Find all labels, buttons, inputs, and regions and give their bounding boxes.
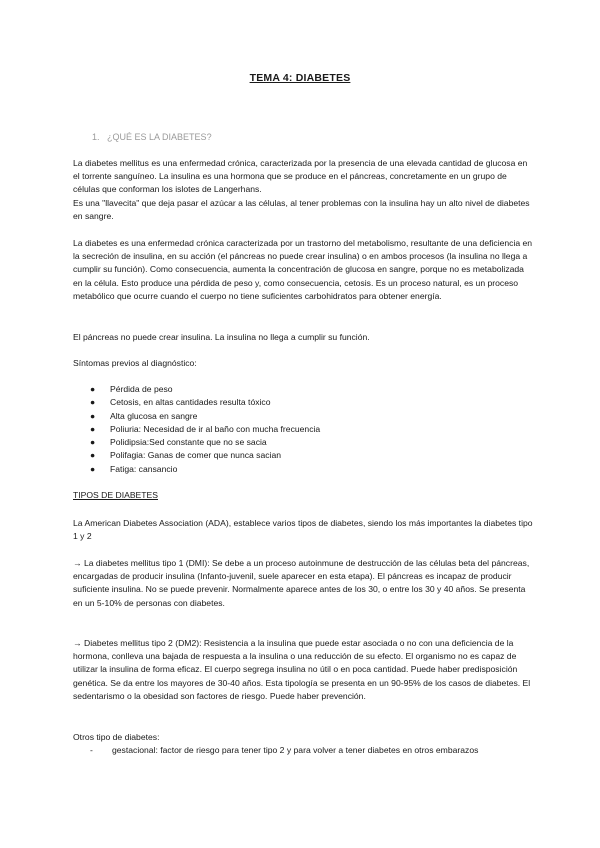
bullet-icon: ● [90,463,96,474]
section-label: ¿QUÉ ES LA DIABETES? [107,132,212,142]
paragraph-text: Es una "llavecita" que deja pasar el azúcar a las células, al tener problemas con la insulina hay un alto nivel de diabetes en sangre. [73,197,530,221]
paragraph-text: Síntomas previos al diagnóstico: [73,358,197,368]
bullet-icon: ● [90,410,96,421]
paragraph-symptoms-intro [73,357,533,370]
paragraph-metabolism [73,237,533,303]
paragraph-text: La diabetes es una enfermedad crónica caracterizada por un trastorno del metabolismo, resultante de una deficiencia en la secreción de insulina, en su acción (el páncreas no puede crear insulina) o en ambos procesos (la insulina no llega a cumplir su función). Como consecuencia, aumenta la concentración de glucosa en sangre, porque no es metabolizada en la célula. Esto produce una pérdida de peso y, como consecuencia, cetosis. Es un proceso natural, es un proceso metabólico que ocurre cuando el cuerpo no tiene suficientes carbohidratos para obtener energía. [73,238,533,301]
paragraph-other-types [73,731,533,744]
paragraph-text: El páncreas no puede crear insulina. La insulina no llega a cumplir su función. [73,332,370,342]
list-item [88,410,528,423]
page-title: TEMA 4: DIABETES [249,72,351,84]
list-item-text: gestacional: factor de riesgo para tener tipo 2 y para volver a tener diabetes en otros embarazos [112,745,479,755]
bullet-icon: ● [90,450,96,461]
list-item [88,383,528,396]
section-heading [92,132,212,142]
paragraph-pancreas [73,331,533,344]
paragraph-text: → La diabetes mellitus tipo 1 (DMI): Se debe a un proceso autoinmune de destrucción de las células beta del páncreas, encargadas de producir insulina (Infanto-juvenil, suele aparecer en esta etapa). El páncreas es incapaz de producir suficiente insulina. No se puede prevenir. Normalmente aparece antes de los 30, o entre los 30 y 40 años. Se presenta en un 5-10% de personas con diabetes. [73,558,530,608]
list-item [88,423,528,436]
paragraph-text: → Diabetes mellitus tipo 2 (DM2): Resistencia a la insulina que puede estar asociada o no con una deficiencia de la hormona, conlleva una bajada de respuesta a la insulina o una reducción de su efecto. El organismo no es capaz de utilizar la insulina de forma eficaz. El cuerpo segrega insulina no útil o en poca cantidad. Puede haber predisposición genética. Se da entre los mayores de 30-40 años. Esta tipología se presenta en un 90-95% de los casos de diabetes. El sedentarismo o la obesidad son factores de riesgo. Puede haber prevención. [73,638,531,701]
list-item [88,449,528,462]
paragraph-text: Otros tipo de diabetes: [73,732,160,742]
bullet-icon: ● [90,397,96,408]
paragraph-type2 [73,637,533,703]
list-item-text: Polifagia: Ganas de comer que nunca sacian [110,450,282,461]
section-number: 1. [92,132,100,142]
list-item [88,436,528,449]
paragraph-ada [73,517,533,543]
list-item-text: Cetosis, en altas cantidades resulta tóxico [110,397,271,408]
list-item [88,463,528,476]
list-item-text: Pérdida de peso [110,384,173,394]
paragraph-type1 [73,557,533,610]
bullet-icon: ● [90,437,96,448]
paragraph-text: La diabetes mellitus es una enfermedad crónica, caracterizada por la presencia de una elevada cantidad de glucosa en el torrente sanguíneo. La insulina es una hormona que se produce en el páncreas, concretamente en un grupo de células que conforman los islotes de Langerhans. [73,158,528,195]
other-types-list [88,744,528,757]
paragraph-definition [73,157,533,223]
paragraph-text: La American Diabetes Association (ADA), establece varios tipos de diabetes, siendo los más importantes la diabetes tipo 1 y 2 [73,518,533,542]
list-item [88,396,528,409]
list-item [88,744,528,757]
symptoms-list [88,383,528,476]
bullet-icon: ● [90,423,96,434]
list-item-text: Poliuria: Necesidad de ir al baño con mucha frecuencia [110,423,321,434]
list-item-text: Alta glucosa en sangre [110,410,198,421]
dash-icon: - [90,745,93,755]
list-item-text: Fatiga: cansancio [110,463,178,474]
bullet-icon: ● [90,384,96,394]
list-item-text: Polidipsia:Sed constante que no se sacia [110,437,267,448]
types-heading: TIPOS DE DIABETES [73,490,159,500]
